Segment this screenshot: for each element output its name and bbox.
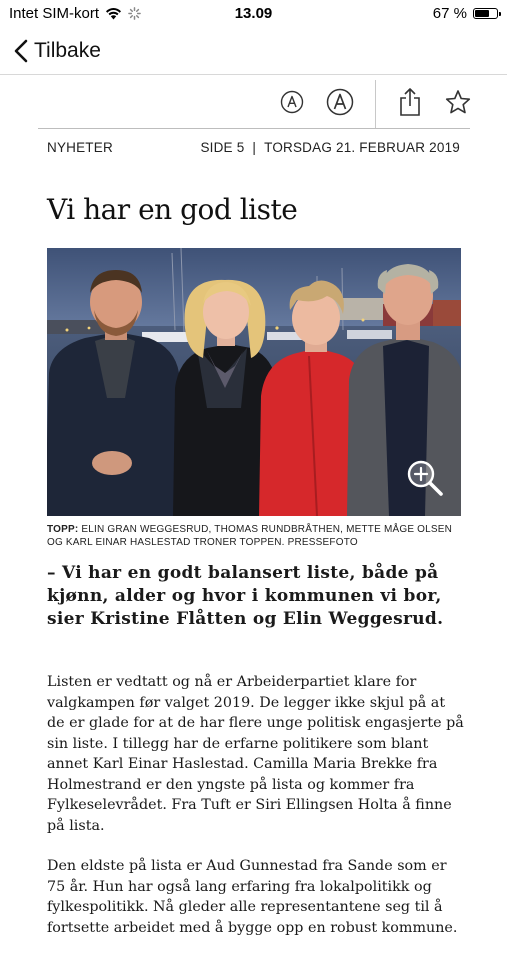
magnifier-plus-icon	[405, 458, 445, 498]
star-icon	[445, 89, 471, 115]
divider	[38, 128, 470, 129]
body-paragraph: Listen er vedtatt og nå er Arbeiderpartiet klare for valgkampen før valget 2019. De legger ikke skjul på at de er glade for at de har flere unge politisk engasjerte på sin liste. I tillegg har de erfarne politikere som blant annet Karl Einar Haslestad. Camilla Maria Brekke fra Holmestrand er den yngste på lista og kommer fra Fylkeselevrådet. Fra Tuft er Siri Ellingsen Holta å finne på lista.	[47, 674, 464, 834]
caption-text: ELIN GRAN WEGGESRUD, THOMAS RUNDBRÅTHEN, METTE MÅGE OLSEN OG KARL EINAR HASLESTAD TRONER TOPPEN. PRESSEFOTO	[47, 524, 453, 548]
clock: 13.09	[234, 5, 273, 22]
zoom-photo-button[interactable]	[405, 458, 445, 498]
share-button[interactable]	[396, 88, 424, 116]
article-lead: – Vi har en godt balansert liste, både på kjønn, alder og hvor i kommunen vi bor, sier Kristine Flåtten og Elin Weggesrud.	[47, 563, 444, 629]
body-paragraph: Den eldste på lista er Aud Gunnestad fra Sande som er 75 år. Hun har også lang erfaring fra lokalpolitikk og fylkespolitikk. Nå gleder alle representantene seg til å fortsette arbeidet med å bygge opp en robust kommune.	[47, 858, 458, 936]
battery-level	[475, 10, 489, 17]
status-bar	[0, 0, 507, 28]
toolbar-divider	[375, 80, 376, 128]
text-size-decrease-button[interactable]	[278, 88, 306, 116]
navigation-bar	[0, 30, 507, 75]
text-size-small-icon	[280, 90, 304, 114]
photo-caption	[47, 524, 462, 549]
article-meta	[47, 140, 460, 155]
bookmark-button[interactable]	[444, 88, 472, 116]
text-size-increase-button[interactable]	[326, 88, 354, 116]
caption-label: TOPP:	[47, 524, 79, 535]
status-bar-right	[433, 5, 498, 22]
chevron-left-icon	[14, 39, 28, 63]
article-photo[interactable]	[47, 248, 461, 516]
battery-percent: 67 %	[432, 5, 467, 22]
battery-icon	[473, 8, 498, 19]
page-date	[200, 140, 460, 155]
back-label: Tilbake	[34, 39, 101, 62]
text-size-large-icon	[326, 88, 354, 116]
publication-date: TORSDAG 21. FEBRUAR 2019	[264, 140, 460, 155]
page-number: SIDE 5	[200, 140, 245, 155]
article-body	[47, 672, 467, 958]
meta-separator: |	[252, 140, 257, 155]
article-headline: Vi har en god liste	[47, 193, 298, 226]
carrier-label: Intet SIM-kort	[9, 5, 100, 22]
share-icon	[397, 87, 423, 117]
section-label: NYHETER	[47, 140, 113, 155]
back-button[interactable]	[14, 39, 101, 63]
photo-illustration	[47, 248, 461, 516]
article-toolbar	[0, 76, 507, 128]
